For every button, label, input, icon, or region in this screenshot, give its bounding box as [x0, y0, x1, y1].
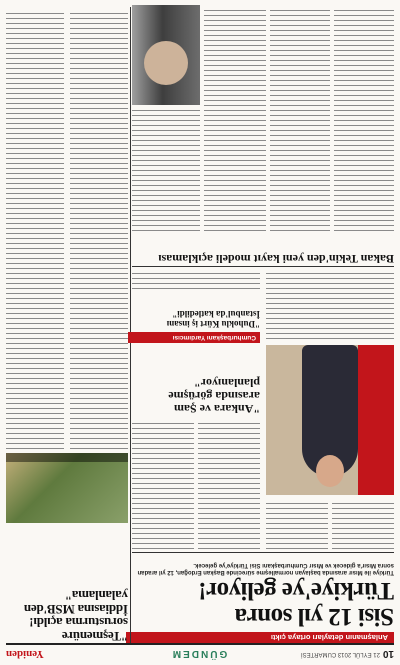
quote-headline: "Ankara ve Şam arasında görüşme planlanıyor" — [168, 376, 260, 416]
page-number: 10 — [382, 648, 394, 659]
photo-caption-bar — [6, 453, 128, 462]
masthead — [6, 643, 394, 661]
lower-body-column — [270, 7, 330, 231]
lower-body-column — [204, 7, 266, 231]
side-body-column — [6, 9, 64, 449]
section-label: GÜNDEM — [170, 648, 228, 659]
lead-body-column — [198, 419, 260, 549]
mid-body-column — [266, 271, 394, 339]
lower-headline: Bakan Tekin'den yeni kayıt modeli açıklaması — [158, 252, 394, 266]
teaser-band: Cumhurbaşkanı Yardımcısı — [128, 332, 260, 343]
column-divider — [130, 7, 131, 643]
side-story-headline: "Teşmenüre sorusturma açıldı! İddiasına MSB'den yalanlama" — [24, 588, 128, 644]
lower-body-column — [334, 7, 394, 231]
side-body-column — [70, 9, 128, 449]
person-face — [316, 455, 344, 487]
divider — [132, 552, 394, 553]
teaser-headline: "Duhoklu Kürt iş insanı İstanbul'da katledildi" — [166, 309, 260, 329]
lead-body-column — [332, 499, 394, 549]
leader-photo — [266, 345, 394, 495]
newspaper-logo: Yeniden — [6, 648, 44, 660]
divider — [132, 266, 394, 267]
side-story — [6, 589, 128, 643]
lead-body-column — [132, 419, 194, 549]
lead-deck: Türkiye ile Mısır arasında başlayan normalleşme sürecinde Başkan Erdoğan, 12 yıl aradan sonra Mısır'a gidecek ve Mısır Cumhurbaşkanı Sisi Türkiye'ye gelecek. — [137, 562, 394, 575]
side-story-photo — [6, 453, 128, 523]
flag-backdrop — [358, 345, 394, 495]
lead-body-column — [266, 499, 328, 549]
lower-body-column — [132, 109, 200, 231]
lead-headline: Sisi 12 yıl sonra Türkiye'ye geliyor! — [198, 577, 394, 630]
mid-body-column — [132, 269, 260, 289]
photo-subject — [144, 41, 188, 85]
lead-tag: Anlaşmanın detayları ortaya çıktı — [126, 632, 394, 643]
issue-date: 21 EYLÜL 2013 CUMARTESİ — [300, 651, 380, 657]
bottom-photo — [132, 5, 200, 105]
